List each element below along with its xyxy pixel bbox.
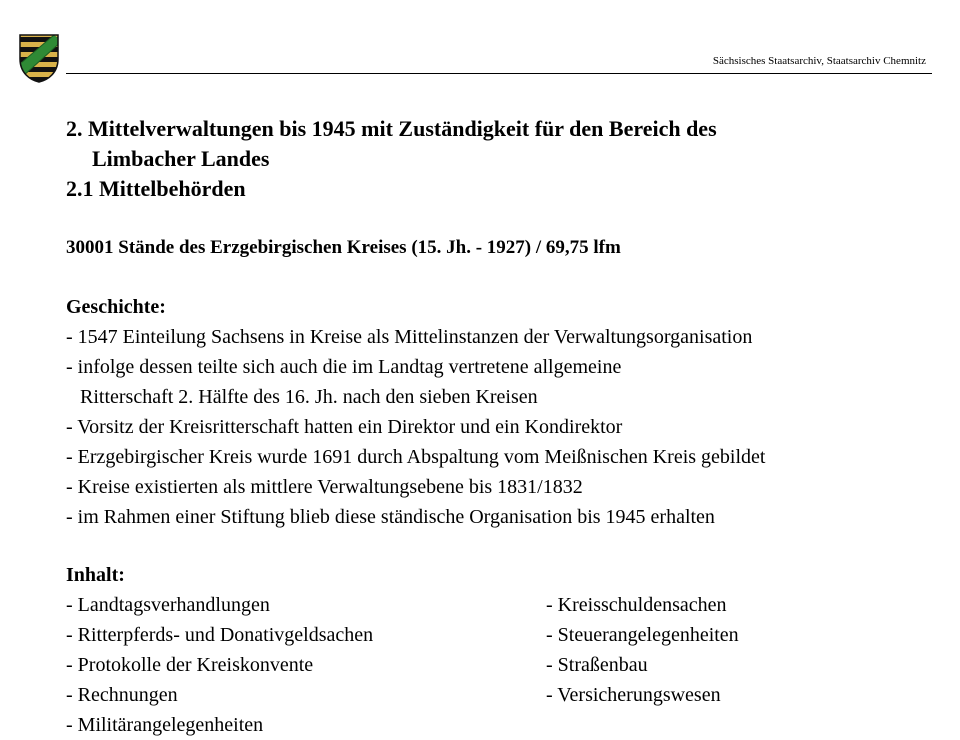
contents-item: - Protokolle der Kreiskonvente xyxy=(66,654,314,676)
contents-row xyxy=(66,620,936,650)
history-item: - Kreise existierten als mittlere Verwaltungsebene bis 1831/1832 xyxy=(66,476,583,498)
contents-item: - Versicherungswesen xyxy=(546,684,721,706)
header-divider xyxy=(66,73,932,74)
contents-item: - Straßenbau xyxy=(546,654,648,676)
contents-item xyxy=(546,710,936,740)
institution-name: Sächsisches Staatsarchiv, Staatsarchiv Chemnitz xyxy=(712,55,926,67)
history-item: - im Rahmen einer Stiftung blieb diese ständische Organisation bis 1945 erhalten xyxy=(66,506,715,528)
contents-item: - Steuerangelegenheiten xyxy=(546,624,739,646)
subsection-heading: 2.1 Mittelbehörden xyxy=(66,176,246,201)
fund-title: 30001 Stände des Erzgebirgischen Kreises (15. Jh. - 1927) / 69,75 lfm xyxy=(66,237,621,258)
contents-row xyxy=(66,680,936,710)
section-heading: 2. Mittelverwaltungen bis 1945 mit Zuständigkeit für den Bereich des xyxy=(66,116,717,141)
saxony-coat-of-arms-icon xyxy=(18,33,60,83)
history-item-continuation: Ritterschaft 2. Hälfte des 16. Jh. nach den sieben Kreisen xyxy=(80,386,538,408)
contents-item: - Landtagsverhandlungen xyxy=(66,594,270,616)
contents-item: - Militärangelegenheiten xyxy=(66,714,264,736)
contents-row xyxy=(66,710,936,740)
history-item: - Vorsitz der Kreisritterschaft hatten ein Direktor und ein Kondirektor xyxy=(66,416,623,438)
contents-item: - Ritterpferds- und Donativgeldsachen xyxy=(66,624,374,646)
contents-row xyxy=(66,650,936,680)
document-body xyxy=(66,114,936,740)
contents-item: - Kreisschuldensachen xyxy=(546,594,727,616)
contents-item: - Rechnungen xyxy=(66,684,178,706)
section-heading-continuation: Limbacher Landes xyxy=(92,146,270,171)
history-item: - Erzgebirgischer Kreis wurde 1691 durch Abspaltung vom Meißnischen Kreis gebildet xyxy=(66,446,766,468)
history-item: - infolge dessen teilte sich auch die im Landtag vertretene allgemeine xyxy=(66,356,622,378)
contents-label: Inhalt: xyxy=(66,564,125,586)
contents-row xyxy=(66,590,936,620)
history-label: Geschichte: xyxy=(66,296,166,318)
history-item: - 1547 Einteilung Sachsens in Kreise als Mittelinstanzen der Verwaltungsorganisation xyxy=(66,326,753,348)
